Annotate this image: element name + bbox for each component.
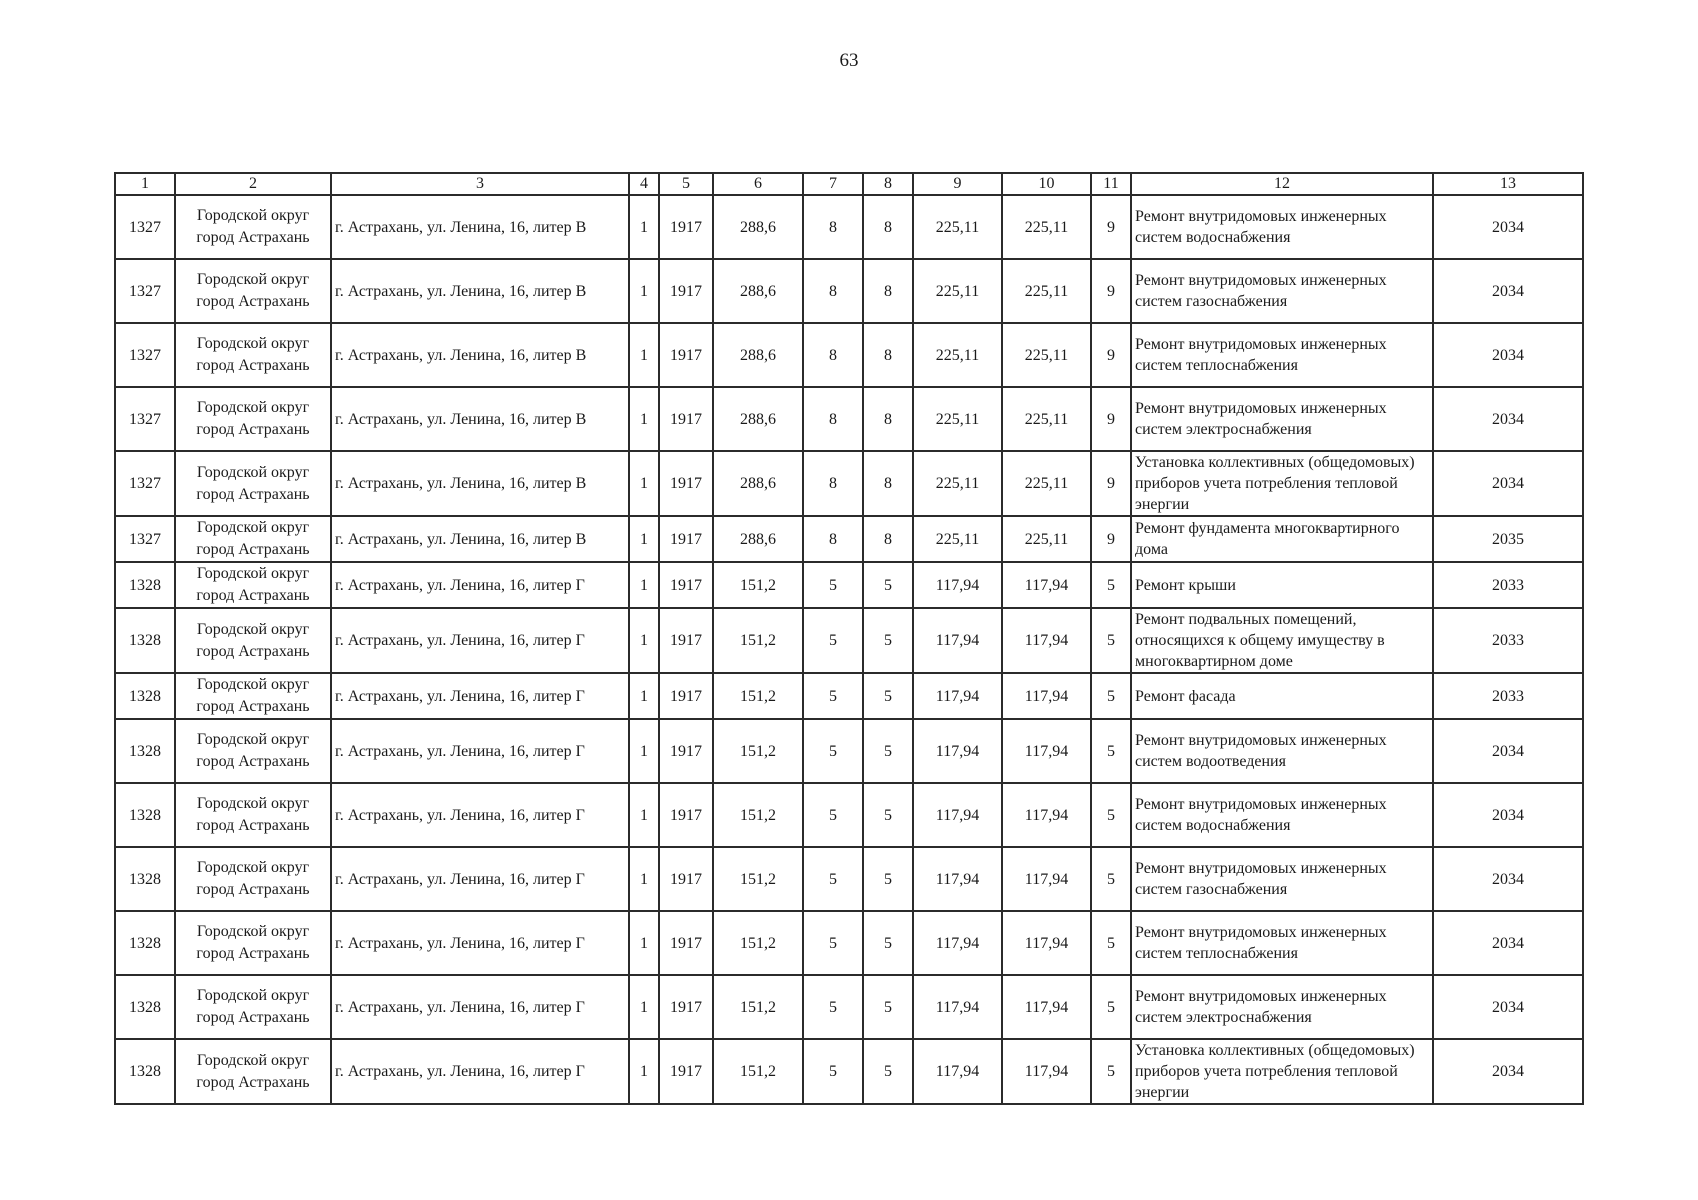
col8-cell: 5 bbox=[863, 1039, 913, 1104]
col9-cell: 225,11 bbox=[913, 195, 1002, 259]
col8-cell: 8 bbox=[863, 259, 913, 323]
col7-cell: 5 bbox=[803, 1039, 863, 1104]
planned-year-cell: 2034 bbox=[1433, 195, 1583, 259]
total-area-cell: 288,6 bbox=[713, 451, 803, 516]
total-area-cell: 288,6 bbox=[713, 195, 803, 259]
page-number: 63 bbox=[839, 50, 859, 71]
column-header-12: 12 bbox=[1131, 173, 1433, 195]
planned-year-cell: 2034 bbox=[1433, 975, 1583, 1039]
work-type-cell: Ремонт внутридомовых инженерных систем водоснабжения bbox=[1131, 783, 1433, 847]
address-cell: г. Астрахань, ул. Ленина, 16, литер Г bbox=[331, 719, 629, 783]
planned-year-cell: 2033 bbox=[1433, 608, 1583, 673]
col10-cell: 117,94 bbox=[1002, 1039, 1091, 1104]
work-type-cell: Ремонт подвальных помещений, относящихся к общему имуществу в многоквартирном доме bbox=[1131, 608, 1433, 673]
municipality-cell: Городской округ город Астрахань bbox=[175, 847, 331, 911]
work-type-cell: Ремонт внутридомовых инженерных систем газоснабжения bbox=[1131, 847, 1433, 911]
total-area-cell: 151,2 bbox=[713, 1039, 803, 1104]
col4-cell: 1 bbox=[629, 608, 659, 673]
col8-cell: 5 bbox=[863, 719, 913, 783]
column-header-8: 8 bbox=[863, 173, 913, 195]
table-row bbox=[115, 195, 1583, 259]
year-cell: 1917 bbox=[659, 911, 713, 975]
address-cell: г. Астрахань, ул. Ленина, 16, литер Г bbox=[331, 975, 629, 1039]
work-type-cell: Ремонт фундамента многоквартирного дома bbox=[1131, 516, 1433, 562]
col10-cell: 117,94 bbox=[1002, 911, 1091, 975]
municipality-cell: Городской округ город Астрахань bbox=[175, 1039, 331, 1104]
column-header-3: 3 bbox=[331, 173, 629, 195]
col7-cell: 5 bbox=[803, 975, 863, 1039]
planned-year-cell: 2034 bbox=[1433, 451, 1583, 516]
col7-cell: 8 bbox=[803, 259, 863, 323]
object-number-cell: 1328 bbox=[115, 911, 175, 975]
year-cell: 1917 bbox=[659, 719, 713, 783]
col8-cell: 5 bbox=[863, 783, 913, 847]
municipality-cell: Городской округ город Астрахань bbox=[175, 451, 331, 516]
total-area-cell: 288,6 bbox=[713, 259, 803, 323]
planned-year-cell: 2034 bbox=[1433, 259, 1583, 323]
col8-cell: 8 bbox=[863, 387, 913, 451]
col7-cell: 8 bbox=[803, 323, 863, 387]
col7-cell: 8 bbox=[803, 387, 863, 451]
col9-cell: 225,11 bbox=[913, 259, 1002, 323]
table-row bbox=[115, 562, 1583, 608]
col10-cell: 225,11 bbox=[1002, 259, 1091, 323]
total-area-cell: 288,6 bbox=[713, 516, 803, 562]
address-cell: г. Астрахань, ул. Ленина, 16, литер Г bbox=[331, 847, 629, 911]
total-area-cell: 151,2 bbox=[713, 847, 803, 911]
total-area-cell: 151,2 bbox=[713, 608, 803, 673]
work-type-cell: Ремонт фасада bbox=[1131, 673, 1433, 719]
year-cell: 1917 bbox=[659, 195, 713, 259]
residents-cell: 5 bbox=[1091, 608, 1131, 673]
object-number-cell: 1328 bbox=[115, 975, 175, 1039]
object-number-cell: 1327 bbox=[115, 387, 175, 451]
municipality-cell: Городской округ город Астрахань bbox=[175, 195, 331, 259]
column-header-10: 10 bbox=[1002, 173, 1091, 195]
col10-cell: 225,11 bbox=[1002, 516, 1091, 562]
col9-cell: 117,94 bbox=[913, 608, 1002, 673]
work-type-cell: Ремонт внутридомовых инженерных систем водоотведения bbox=[1131, 719, 1433, 783]
municipality-cell: Городской округ город Астрахань bbox=[175, 562, 331, 608]
total-area-cell: 288,6 bbox=[713, 387, 803, 451]
col4-cell: 1 bbox=[629, 911, 659, 975]
col8-cell: 5 bbox=[863, 608, 913, 673]
year-cell: 1917 bbox=[659, 975, 713, 1039]
residents-cell: 9 bbox=[1091, 451, 1131, 516]
address-cell: г. Астрахань, ул. Ленина, 16, литер Г bbox=[331, 608, 629, 673]
col9-cell: 117,94 bbox=[913, 783, 1002, 847]
address-cell: г. Астрахань, ул. Ленина, 16, литер Г bbox=[331, 562, 629, 608]
col9-cell: 225,11 bbox=[913, 387, 1002, 451]
table-row bbox=[115, 516, 1583, 562]
residents-cell: 5 bbox=[1091, 783, 1131, 847]
table-body bbox=[115, 195, 1583, 1104]
col8-cell: 8 bbox=[863, 516, 913, 562]
col4-cell: 1 bbox=[629, 719, 659, 783]
work-type-cell: Ремонт крыши bbox=[1131, 562, 1433, 608]
col4-cell: 1 bbox=[629, 259, 659, 323]
column-header-4: 4 bbox=[629, 173, 659, 195]
total-area-cell: 151,2 bbox=[713, 562, 803, 608]
col4-cell: 1 bbox=[629, 847, 659, 911]
residents-cell: 5 bbox=[1091, 719, 1131, 783]
col9-cell: 117,94 bbox=[913, 1039, 1002, 1104]
table-header bbox=[115, 173, 1583, 195]
col10-cell: 117,94 bbox=[1002, 783, 1091, 847]
col10-cell: 117,94 bbox=[1002, 562, 1091, 608]
residents-cell: 5 bbox=[1091, 911, 1131, 975]
col4-cell: 1 bbox=[629, 562, 659, 608]
object-number-cell: 1327 bbox=[115, 323, 175, 387]
col4-cell: 1 bbox=[629, 387, 659, 451]
total-area-cell: 151,2 bbox=[713, 783, 803, 847]
municipality-cell: Городской округ город Астрахань bbox=[175, 719, 331, 783]
col8-cell: 5 bbox=[863, 562, 913, 608]
table-row bbox=[115, 783, 1583, 847]
planned-year-cell: 2034 bbox=[1433, 387, 1583, 451]
object-number-cell: 1328 bbox=[115, 719, 175, 783]
object-number-cell: 1328 bbox=[115, 562, 175, 608]
address-cell: г. Астрахань, ул. Ленина, 16, литер Г bbox=[331, 911, 629, 975]
column-header-6: 6 bbox=[713, 173, 803, 195]
col10-cell: 117,94 bbox=[1002, 719, 1091, 783]
residents-cell: 5 bbox=[1091, 673, 1131, 719]
object-number-cell: 1327 bbox=[115, 451, 175, 516]
year-cell: 1917 bbox=[659, 847, 713, 911]
object-number-cell: 1328 bbox=[115, 673, 175, 719]
address-cell: г. Астрахань, ул. Ленина, 16, литер В bbox=[331, 387, 629, 451]
municipality-cell: Городской округ город Астрахань bbox=[175, 783, 331, 847]
col10-cell: 225,11 bbox=[1002, 387, 1091, 451]
year-cell: 1917 bbox=[659, 562, 713, 608]
planned-year-cell: 2035 bbox=[1433, 516, 1583, 562]
col8-cell: 5 bbox=[863, 975, 913, 1039]
object-number-cell: 1327 bbox=[115, 195, 175, 259]
col7-cell: 5 bbox=[803, 719, 863, 783]
year-cell: 1917 bbox=[659, 323, 713, 387]
address-cell: г. Астрахань, ул. Ленина, 16, литер В bbox=[331, 259, 629, 323]
municipality-cell: Городской округ город Астрахань bbox=[175, 673, 331, 719]
total-area-cell: 151,2 bbox=[713, 673, 803, 719]
col7-cell: 8 bbox=[803, 451, 863, 516]
col8-cell: 8 bbox=[863, 195, 913, 259]
year-cell: 1917 bbox=[659, 673, 713, 719]
year-cell: 1917 bbox=[659, 516, 713, 562]
residents-cell: 9 bbox=[1091, 323, 1131, 387]
residents-cell: 9 bbox=[1091, 195, 1131, 259]
planned-year-cell: 2034 bbox=[1433, 323, 1583, 387]
municipality-cell: Городской округ город Астрахань bbox=[175, 259, 331, 323]
planned-year-cell: 2033 bbox=[1433, 562, 1583, 608]
col10-cell: 117,94 bbox=[1002, 673, 1091, 719]
col4-cell: 1 bbox=[629, 195, 659, 259]
table-row bbox=[115, 975, 1583, 1039]
column-header-13: 13 bbox=[1433, 173, 1583, 195]
col4-cell: 1 bbox=[629, 323, 659, 387]
col9-cell: 117,94 bbox=[913, 719, 1002, 783]
residents-cell: 5 bbox=[1091, 975, 1131, 1039]
col10-cell: 117,94 bbox=[1002, 847, 1091, 911]
object-number-cell: 1328 bbox=[115, 608, 175, 673]
col9-cell: 117,94 bbox=[913, 847, 1002, 911]
col8-cell: 5 bbox=[863, 847, 913, 911]
planned-year-cell: 2034 bbox=[1433, 911, 1583, 975]
col9-cell: 225,11 bbox=[913, 323, 1002, 387]
address-cell: г. Астрахань, ул. Ленина, 16, литер В bbox=[331, 451, 629, 516]
col4-cell: 1 bbox=[629, 673, 659, 719]
column-header-11: 11 bbox=[1091, 173, 1131, 195]
table-row bbox=[115, 259, 1583, 323]
year-cell: 1917 bbox=[659, 451, 713, 516]
year-cell: 1917 bbox=[659, 608, 713, 673]
col7-cell: 8 bbox=[803, 195, 863, 259]
work-type-cell: Ремонт внутридомовых инженерных систем электроснабжения bbox=[1131, 387, 1433, 451]
residents-cell: 9 bbox=[1091, 387, 1131, 451]
table-row bbox=[115, 673, 1583, 719]
municipality-cell: Городской округ город Астрахань bbox=[175, 911, 331, 975]
table-row bbox=[115, 451, 1583, 516]
total-area-cell: 151,2 bbox=[713, 975, 803, 1039]
work-type-cell: Ремонт внутридомовых инженерных систем газоснабжения bbox=[1131, 259, 1433, 323]
col9-cell: 225,11 bbox=[913, 516, 1002, 562]
total-area-cell: 288,6 bbox=[713, 323, 803, 387]
col7-cell: 5 bbox=[803, 847, 863, 911]
table-row bbox=[115, 719, 1583, 783]
total-area-cell: 151,2 bbox=[713, 911, 803, 975]
work-type-cell: Ремонт внутридомовых инженерных систем водоснабжения bbox=[1131, 195, 1433, 259]
col10-cell: 117,94 bbox=[1002, 975, 1091, 1039]
col7-cell: 5 bbox=[803, 783, 863, 847]
address-cell: г. Астрахань, ул. Ленина, 16, литер Г bbox=[331, 783, 629, 847]
table-row bbox=[115, 847, 1583, 911]
table-row bbox=[115, 323, 1583, 387]
table-row bbox=[115, 387, 1583, 451]
residents-cell: 5 bbox=[1091, 847, 1131, 911]
col8-cell: 8 bbox=[863, 451, 913, 516]
col8-cell: 8 bbox=[863, 323, 913, 387]
object-number-cell: 1327 bbox=[115, 516, 175, 562]
col7-cell: 8 bbox=[803, 516, 863, 562]
column-header-5: 5 bbox=[659, 173, 713, 195]
column-header-1: 1 bbox=[115, 173, 175, 195]
address-cell: г. Астрахань, ул. Ленина, 16, литер В bbox=[331, 323, 629, 387]
col9-cell: 117,94 bbox=[913, 562, 1002, 608]
column-header-2: 2 bbox=[175, 173, 331, 195]
col9-cell: 225,11 bbox=[913, 451, 1002, 516]
object-number-cell: 1328 bbox=[115, 847, 175, 911]
col10-cell: 225,11 bbox=[1002, 451, 1091, 516]
municipality-cell: Городской округ город Астрахань bbox=[175, 608, 331, 673]
residents-cell: 9 bbox=[1091, 259, 1131, 323]
planned-year-cell: 2034 bbox=[1433, 847, 1583, 911]
object-number-cell: 1327 bbox=[115, 259, 175, 323]
col4-cell: 1 bbox=[629, 975, 659, 1039]
municipality-cell: Городской округ город Астрахань bbox=[175, 323, 331, 387]
table-row bbox=[115, 1039, 1583, 1104]
municipality-cell: Городской округ город Астрахань bbox=[175, 387, 331, 451]
col7-cell: 5 bbox=[803, 562, 863, 608]
planned-year-cell: 2034 bbox=[1433, 1039, 1583, 1104]
col9-cell: 117,94 bbox=[913, 911, 1002, 975]
table-row bbox=[115, 608, 1583, 673]
address-cell: г. Астрахань, ул. Ленина, 16, литер В bbox=[331, 516, 629, 562]
col9-cell: 117,94 bbox=[913, 673, 1002, 719]
residents-cell: 5 bbox=[1091, 562, 1131, 608]
total-area-cell: 151,2 bbox=[713, 719, 803, 783]
col9-cell: 117,94 bbox=[913, 975, 1002, 1039]
work-type-cell: Ремонт внутридомовых инженерных систем теплоснабжения bbox=[1131, 323, 1433, 387]
col10-cell: 225,11 bbox=[1002, 323, 1091, 387]
work-type-cell: Установка коллективных (общедомовых) приборов учета потребления тепловой энергии bbox=[1131, 1039, 1433, 1104]
work-type-cell: Ремонт внутридомовых инженерных систем электроснабжения bbox=[1131, 975, 1433, 1039]
col4-cell: 1 bbox=[629, 1039, 659, 1104]
planned-year-cell: 2034 bbox=[1433, 783, 1583, 847]
municipality-cell: Городской округ город Астрахань bbox=[175, 975, 331, 1039]
column-header-9: 9 bbox=[913, 173, 1002, 195]
residents-cell: 5 bbox=[1091, 1039, 1131, 1104]
year-cell: 1917 bbox=[659, 783, 713, 847]
residents-cell: 9 bbox=[1091, 516, 1131, 562]
repair-schedule-table bbox=[114, 172, 1584, 1105]
address-cell: г. Астрахань, ул. Ленина, 16, литер Г bbox=[331, 673, 629, 719]
object-number-cell: 1328 bbox=[115, 1039, 175, 1104]
work-type-cell: Ремонт внутридомовых инженерных систем теплоснабжения bbox=[1131, 911, 1433, 975]
planned-year-cell: 2033 bbox=[1433, 673, 1583, 719]
col7-cell: 5 bbox=[803, 608, 863, 673]
column-number-row bbox=[115, 173, 1583, 195]
address-cell: г. Астрахань, ул. Ленина, 16, литер В bbox=[331, 195, 629, 259]
year-cell: 1917 bbox=[659, 1039, 713, 1104]
municipality-cell: Городской округ город Астрахань bbox=[175, 516, 331, 562]
column-header-7: 7 bbox=[803, 173, 863, 195]
year-cell: 1917 bbox=[659, 387, 713, 451]
col7-cell: 5 bbox=[803, 673, 863, 719]
col10-cell: 225,11 bbox=[1002, 195, 1091, 259]
col4-cell: 1 bbox=[629, 516, 659, 562]
col10-cell: 117,94 bbox=[1002, 608, 1091, 673]
col8-cell: 5 bbox=[863, 673, 913, 719]
year-cell: 1917 bbox=[659, 259, 713, 323]
col4-cell: 1 bbox=[629, 783, 659, 847]
work-type-cell: Установка коллективных (общедомовых) приборов учета потребления тепловой энергии bbox=[1131, 451, 1433, 516]
address-cell: г. Астрахань, ул. Ленина, 16, литер Г bbox=[331, 1039, 629, 1104]
col8-cell: 5 bbox=[863, 911, 913, 975]
object-number-cell: 1328 bbox=[115, 783, 175, 847]
col7-cell: 5 bbox=[803, 911, 863, 975]
planned-year-cell: 2034 bbox=[1433, 719, 1583, 783]
table-row bbox=[115, 911, 1583, 975]
col4-cell: 1 bbox=[629, 451, 659, 516]
